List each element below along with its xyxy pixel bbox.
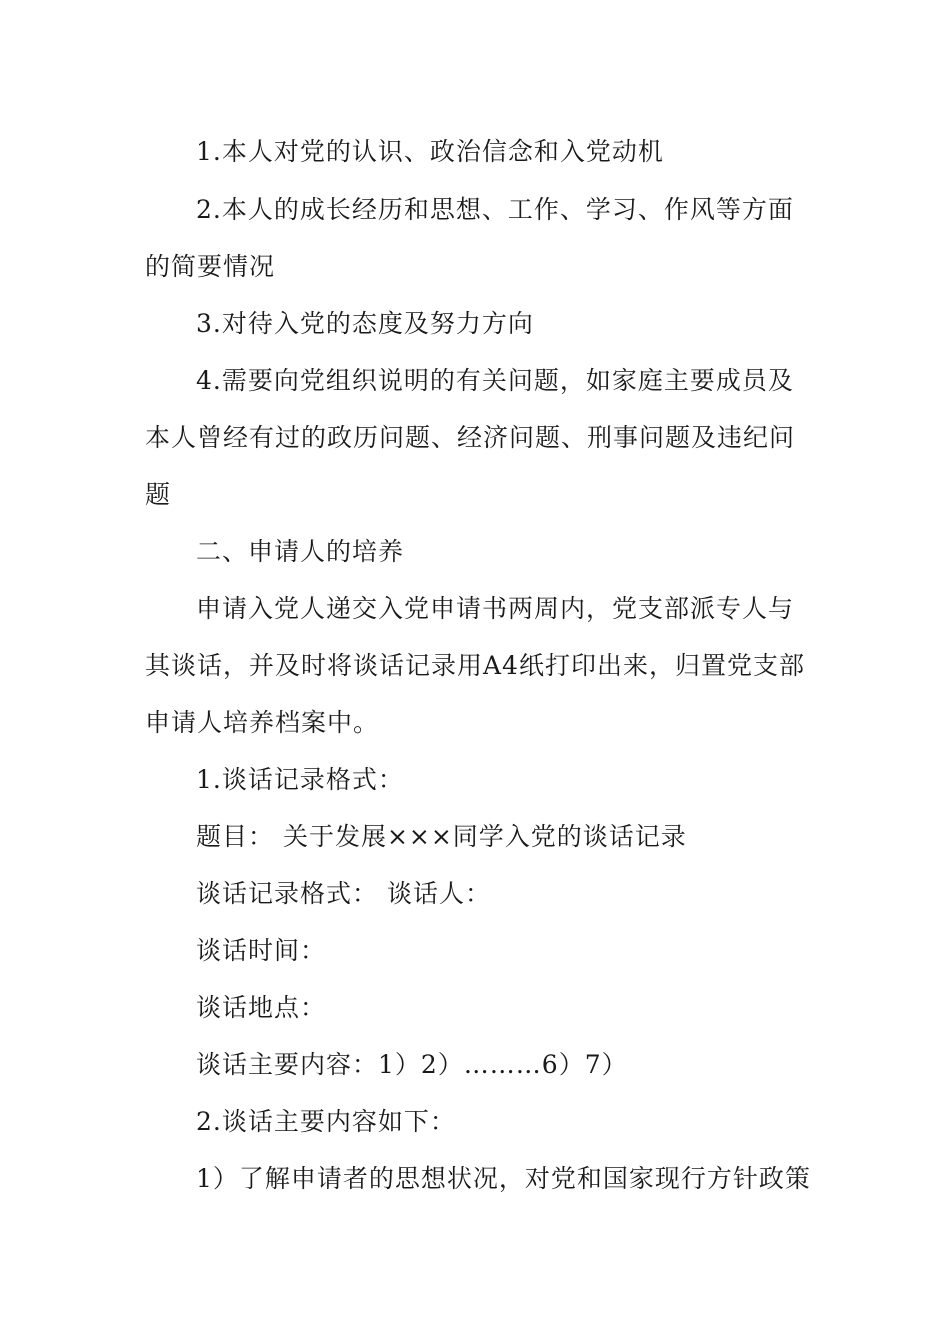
record-main-content: 谈话主要内容：1）2）………6）7） [196,1050,628,1079]
paragraph-interview-line-2: 其谈话，并及时将谈话记录用A4纸打印出来，归置党支部 [145,651,805,680]
main-content-item-1: 1）了解申请者的思想状况，对党和国家现行方针政策 [196,1164,811,1193]
section-heading-applicant-training: 二、申请人的培养 [196,537,405,566]
record-title: 题目： 关于发展×××同学入党的谈话记录 [196,822,687,851]
item-2-continuation: 的简要情况 [145,252,276,281]
paragraph-interview-line-3: 申请人培养档案中。 [145,708,380,737]
item-4-issues: 4.需要向党组织说明的有关问题，如家庭主要成员及 [196,366,794,395]
item-1-party-understanding: 1.本人对党的认识、政治信念和入党动机 [196,137,664,166]
paragraph-interview-line-1: 申请入党人递交入党申请书两周内，党支部派专人与 [196,594,795,623]
record-interview-time: 谈话时间： [196,936,327,965]
item-4-continuation-1: 本人曾经有过的政历问题、经济问题、刑事问题及违纪问 [145,423,796,452]
item-2-growth-experience: 2.本人的成长经历和思想、工作、学习、作风等方面 [196,195,794,224]
record-format-interviewer: 谈话记录格式： 谈话人： [196,879,491,908]
main-content-heading: 2.谈话主要内容如下： [196,1107,456,1136]
item-4-continuation-2: 题 [145,480,172,509]
record-format-heading: 1.谈话记录格式： [196,765,404,794]
item-3-attitude: 3.对待入党的态度及努力方向 [196,309,534,338]
record-interview-location: 谈话地点： [196,993,327,1022]
